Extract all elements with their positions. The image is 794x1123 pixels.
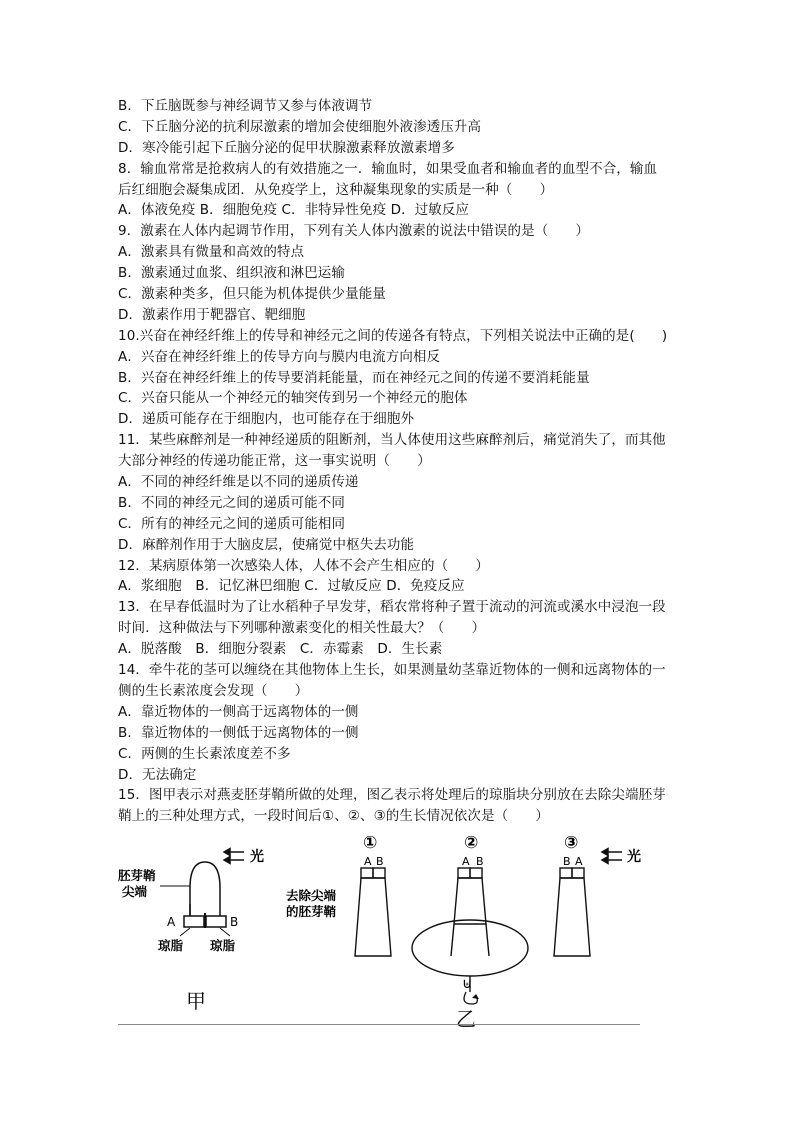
decapitated-coleoptile-1 <box>355 878 391 956</box>
text-line: C．兴奋只能从一个神经元的轴突传到另一个神经元的胞体 <box>118 390 468 407</box>
setup-1-b-label: B <box>376 855 384 868</box>
text-line: A．靠近物体的一侧高于远离物体的一侧 <box>118 703 359 720</box>
text-line: C．所有的神经元之间的递质可能相同 <box>118 515 346 532</box>
light-arrows-icon <box>224 849 244 864</box>
text-line: B．激素通过血浆、组织液和淋巴运输 <box>118 265 345 282</box>
setup-3-b-label: B <box>563 855 571 868</box>
text-line: D．激素作用于靶器官、靶细胞 <box>118 306 306 323</box>
text-line: B．不同的神经元之间的递质可能不同 <box>118 494 345 511</box>
text-line: A．激素具有微量和高效的特点 <box>118 244 305 261</box>
setup-2 <box>412 833 528 1028</box>
text-line: 9．激素在人体内起调节作用，下列有关人体内激素的说法中错误的是（ ） <box>118 223 590 240</box>
setup-2-b-label: B <box>476 855 484 868</box>
text-line: A．兴奋在神经纤维上的传导方向与膜内电流方向相反 <box>118 348 441 365</box>
text-line: B．靠近物体的一侧低于远离物体的一侧 <box>118 724 359 741</box>
setup-3-a-label: A <box>575 855 583 868</box>
figure-yi <box>286 833 641 1028</box>
text-line: A．浆细胞 B．记忆淋巴细胞 C．过敏反应 D．免疫反应 <box>118 578 465 595</box>
figure-15 <box>110 828 650 1028</box>
text-line: 后红细胞会凝集成团．从免疫学上，这种凝集现象的实质是一种（ ） <box>118 181 554 198</box>
light-label: 光 <box>250 849 264 865</box>
text-line: 13．在早春低温时为了让水稻种子早发芽，稻农常将种子置于流动的河流或溪水中浸泡一段 <box>118 599 666 616</box>
text-line: A．体液免疫 B．细胞免疫 C．非特异性免疫 D．过敏反应 <box>118 202 470 219</box>
question-text-block <box>118 96 698 827</box>
text-line: D．递质可能存在于细胞内，也可能存在于细胞外 <box>118 411 415 428</box>
text-line: 时间．这种做法与下列哪种激素变化的相关性最大？（ ） <box>118 620 486 637</box>
text-line: B．下丘脑既参与神经调节又参与体液调节 <box>118 98 373 114</box>
text-line: D．麻醉剂作用于大脑皮层，使痛觉中枢失去功能 <box>118 536 415 553</box>
text-line: C．激素种类多，但只能为机体提供少量能量 <box>118 286 386 303</box>
setup-2-a-label: A <box>462 855 470 868</box>
text-line: B．兴奋在神经纤维上的传导要消耗能量，而在神经元之间的传递不要消耗能量 <box>118 369 590 386</box>
text-line: 12．某病原体第一次感染人体，人体不会产生相应的（ ） <box>118 557 489 574</box>
text-line: C．两侧的生长素浓度差不多 <box>118 745 291 762</box>
light-label-yi: 光 <box>627 849 641 865</box>
text-line: D．寒冷能引起下丘脑分泌的促甲状腺激素释放激素增多 <box>118 139 455 156</box>
agar-label-right: 琼脂 <box>210 938 236 953</box>
light-arrows-icon <box>602 849 622 864</box>
figure-jia <box>118 848 264 1013</box>
text-line: A．不同的神经纤维是以不同的递质传递 <box>118 474 359 491</box>
removed-tip-label-1: 去除尖端 <box>286 888 337 903</box>
setup-3-number: ③ <box>564 833 579 853</box>
text-line: 14．牵牛花的茎可以缠绕在其他物体上生长，如果测量幼茎靠近物体的一侧和远离物体的一 <box>118 662 666 679</box>
coleoptile-tip-label-1: 胚芽鞘 <box>118 868 156 883</box>
setup-2-number: ② <box>464 833 479 853</box>
rotation-axis-icon: ⊎ <box>462 976 473 992</box>
text-line: C．下丘脑分泌的抗利尿激素的增加会使细胞外液渗透压升高 <box>118 118 482 135</box>
decapitated-coleoptile-2 <box>454 878 486 924</box>
agar-block-b <box>206 916 226 927</box>
text-line: 11．某些麻醉剂是一种神经递质的阻断剂，当人体使用这些麻醉剂后，痛觉消失了，而其他 <box>118 432 666 449</box>
bottom-divider <box>118 1024 640 1025</box>
setup-1 <box>286 833 391 956</box>
text-line: 8．输血常常是抢救病人的有效措施之一．输血时，如果受血者和输血者的血型不合，输血 <box>118 160 658 177</box>
setup-1-a-label: A <box>364 855 372 868</box>
setup-3 <box>554 833 641 956</box>
text-line: D．无法确定 <box>118 766 197 783</box>
agar-label-left: 琼脂 <box>158 938 184 953</box>
block-a-label: A <box>167 915 176 929</box>
caption-jia: 甲 <box>186 989 206 1013</box>
caption-yi: 乙 <box>456 1007 476 1028</box>
text-line: 大部分神经的传递功能正常，这一事实说明（ ） <box>118 453 431 470</box>
removed-tip-label-2: 的胚芽鞘 <box>286 904 337 919</box>
text-line: 15．图甲表示对燕麦胚芽鞘所做的处理，图乙表示将处理后的琼脂块分别放在去除尖端胚芽 <box>118 787 666 804</box>
block-b-label: B <box>230 915 239 929</box>
coleoptile-tip-shape <box>190 862 220 916</box>
coleoptile-tip-label-2: 尖端 <box>122 884 148 899</box>
text-line: A．脱落酸 B．细胞分裂素 C．赤霉素 D．生长素 <box>118 641 443 658</box>
decapitated-coleoptile-3 <box>554 878 590 956</box>
agar-block-a <box>184 916 204 927</box>
setup-1-number: ① <box>363 833 378 853</box>
rotating-turntable <box>412 920 528 976</box>
text-line: 侧的生长素浓度会发现（ ） <box>118 682 309 699</box>
text-line: 鞘上的三种处理方式，一段时间后①、②、③的生长情况依次是（ ） <box>118 808 550 825</box>
text-line: 10.兴奋在神经纤维上的传导和神经元之间的传递各有特点，下列相关说法中正确的是( ) <box>118 327 668 344</box>
